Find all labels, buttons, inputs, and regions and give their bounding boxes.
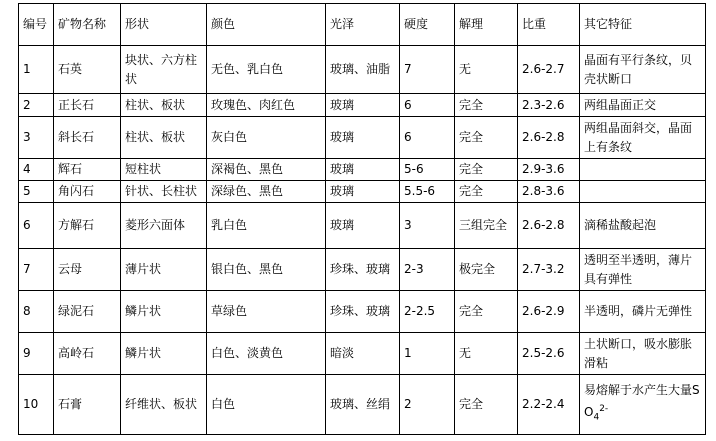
cell-color: 深绿色、黑色 — [207, 181, 326, 203]
table-row — [19, 375, 706, 435]
cell-name: 方解石 — [54, 203, 121, 249]
cell-gravity: 2.8-3.6 — [518, 181, 580, 203]
header-cleavage: 解理 — [455, 4, 518, 46]
cell-luster: 玻璃 — [326, 203, 400, 249]
cell-luster: 玻璃、丝绢 — [326, 375, 400, 435]
cell-name: 正长石 — [54, 94, 121, 117]
cell-shape: 纤维状、板状 — [121, 375, 207, 435]
header-color: 颜色 — [207, 4, 326, 46]
cell-cleavage: 完全 — [455, 159, 518, 181]
cell-other: 滴稀盐酸起泡 — [580, 203, 706, 249]
cell-hardness: 6 — [400, 117, 455, 159]
cell-gravity: 2.6-2.9 — [518, 291, 580, 333]
table-row — [19, 46, 706, 94]
cell-color: 深褐色、黑色 — [207, 159, 326, 181]
cell-shape: 柱状、板状 — [121, 94, 207, 117]
cell-hardness: 3 — [400, 203, 455, 249]
cell-hardness: 1 — [400, 333, 455, 375]
cell-gravity: 2.6-2.8 — [518, 203, 580, 249]
cell-number: 9 — [19, 333, 54, 375]
cell-luster: 玻璃 — [326, 181, 400, 203]
header-other-features: 其它特征 — [580, 4, 706, 46]
cell-hardness: 2 — [400, 375, 455, 435]
cell-other: 晶面有平行条纹，贝壳状断口 — [580, 46, 706, 94]
cell-other: 土状断口，吸水膨胀滑粘 — [580, 333, 706, 375]
cell-shape: 柱状、板状 — [121, 117, 207, 159]
cell-number: 8 — [19, 291, 54, 333]
header-hardness: 硬度 — [400, 4, 455, 46]
cell-gravity: 2.3-2.6 — [518, 94, 580, 117]
cell-other: 两组晶面斜交，晶面上有条纹 — [580, 117, 706, 159]
cell-cleavage: 完全 — [455, 181, 518, 203]
table-row — [19, 203, 706, 249]
cell-luster: 玻璃 — [326, 159, 400, 181]
cell-name: 高岭石 — [54, 333, 121, 375]
cell-gravity: 2.5-2.6 — [518, 333, 580, 375]
cell-number: 5 — [19, 181, 54, 203]
cell-shape: 薄片状 — [121, 249, 207, 291]
cell-number: 3 — [19, 117, 54, 159]
cell-other: 半透明，磷片无弹性 — [580, 291, 706, 333]
table-row — [19, 333, 706, 375]
cell-shape: 短柱状 — [121, 159, 207, 181]
cell-luster: 珍珠、玻璃 — [326, 291, 400, 333]
cell-number: 6 — [19, 203, 54, 249]
cell-luster: 玻璃 — [326, 117, 400, 159]
cell-gravity: 2.9-3.6 — [518, 159, 580, 181]
cell-shape: 针状、长柱状 — [121, 181, 207, 203]
cell-number: 1 — [19, 46, 54, 94]
cell-hardness: 6 — [400, 94, 455, 117]
cell-gravity: 2.2-2.4 — [518, 375, 580, 435]
cell-cleavage: 完全 — [455, 375, 518, 435]
cell-name: 石膏 — [54, 375, 121, 435]
cell-hardness: 5.5-6 — [400, 181, 455, 203]
cell-other-text: 易熔解于水产生大量SO — [584, 383, 700, 420]
header-shape: 形状 — [121, 4, 207, 46]
table-row — [19, 159, 706, 181]
cell-color: 乳白色 — [207, 203, 326, 249]
cell-cleavage: 无 — [455, 46, 518, 94]
cell-hardness: 2-2.5 — [400, 291, 455, 333]
table-row — [19, 117, 706, 159]
cell-color: 白色 — [207, 375, 326, 435]
cell-shape: 鳞片状 — [121, 291, 207, 333]
header-mineral-name: 矿物名称 — [54, 4, 121, 46]
header-luster: 光泽 — [326, 4, 400, 46]
table-row — [19, 291, 706, 333]
cell-name: 斜长石 — [54, 117, 121, 159]
cell-luster: 珍珠、玻璃 — [326, 249, 400, 291]
formula-subscript: 4 — [593, 412, 600, 423]
cell-cleavage: 完全 — [455, 94, 518, 117]
cell-shape: 块状、六方柱状 — [121, 46, 207, 94]
cell-shape: 菱形六面体 — [121, 203, 207, 249]
mineral-table — [18, 3, 706, 435]
cell-cleavage: 极完全 — [455, 249, 518, 291]
cell-color: 无色、乳白色 — [207, 46, 326, 94]
cell-other — [580, 159, 706, 181]
cell-hardness: 2-3 — [400, 249, 455, 291]
cell-number: 7 — [19, 249, 54, 291]
cell-color: 灰白色 — [207, 117, 326, 159]
cell-other — [580, 181, 706, 203]
cell-name: 绿泥石 — [54, 291, 121, 333]
cell-number: 2 — [19, 94, 54, 117]
cell-number: 10 — [19, 375, 54, 435]
cell-color: 玫瑰色、肉红色 — [207, 94, 326, 117]
cell-name: 角闪石 — [54, 181, 121, 203]
cell-color: 银白色、黑色 — [207, 249, 326, 291]
cell-gravity: 2.6-2.7 — [518, 46, 580, 94]
header-row — [19, 4, 706, 46]
cell-gravity: 2.7-3.2 — [518, 249, 580, 291]
cell-other — [580, 375, 706, 435]
cell-gravity: 2.6-2.8 — [518, 117, 580, 159]
cell-other: 两组晶面正交 — [580, 94, 706, 117]
header-specific-gravity: 比重 — [518, 4, 580, 46]
cell-shape: 鳞片状 — [121, 333, 207, 375]
cell-cleavage: 无 — [455, 333, 518, 375]
cell-cleavage: 完全 — [455, 291, 518, 333]
table-row — [19, 249, 706, 291]
cell-other: 透明至半透明，薄片具有弹性 — [580, 249, 706, 291]
cell-luster: 玻璃 — [326, 94, 400, 117]
cell-cleavage: 完全 — [455, 117, 518, 159]
cell-number: 4 — [19, 159, 54, 181]
table-row — [19, 181, 706, 203]
cell-color: 草绿色 — [207, 291, 326, 333]
cell-hardness: 7 — [400, 46, 455, 94]
cell-luster: 暗淡 — [326, 333, 400, 375]
table-row — [19, 94, 706, 117]
cell-color: 白色、淡黄色 — [207, 333, 326, 375]
cell-cleavage: 三组完全 — [455, 203, 518, 249]
cell-name: 云母 — [54, 249, 121, 291]
cell-name: 辉石 — [54, 159, 121, 181]
header-number: 编号 — [19, 4, 54, 46]
cell-hardness: 5-6 — [400, 159, 455, 181]
cell-name: 石英 — [54, 46, 121, 94]
formula-superscript: 2- — [599, 404, 609, 415]
cell-luster: 玻璃、油脂 — [326, 46, 400, 94]
